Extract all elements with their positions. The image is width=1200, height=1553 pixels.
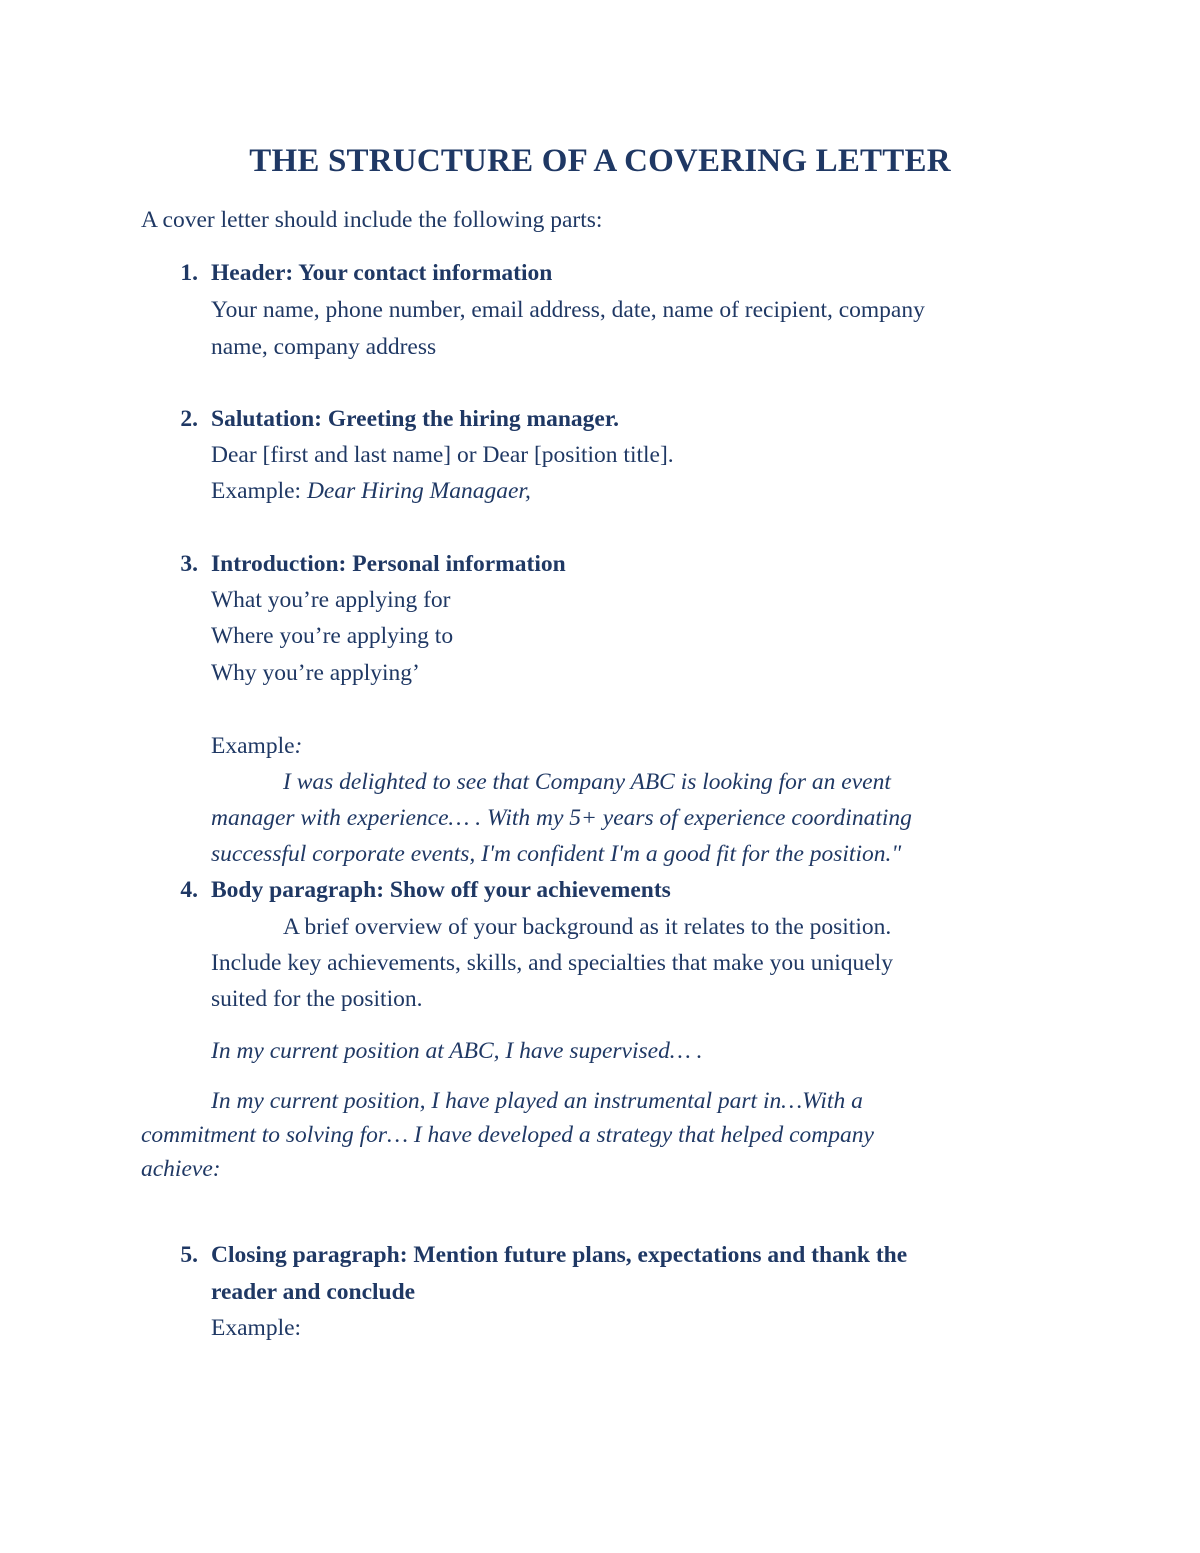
section-3-line-3: Why you’re applying’ xyxy=(211,660,420,686)
section-4-line-1: A brief overview of your background as it relates to the position. xyxy=(283,914,892,940)
section-2-example-text: Dear Hiring Managaer, xyxy=(306,478,531,504)
section-4-line-2: Include key achievements, skills, and specialties that make you uniquely xyxy=(211,950,893,976)
section-3-example-colon: : xyxy=(294,733,303,759)
section-3-example-line-3: successful corporate events, I'm confident I'm a good fit for the position." xyxy=(211,841,902,867)
intro-text: A cover letter should include the following parts: xyxy=(141,207,603,233)
section-5-example-label: Example: xyxy=(211,1315,302,1341)
section-4-heading: Body paragraph: Show off your achievements xyxy=(211,877,671,903)
section-3-line-2: Where you’re applying to xyxy=(211,623,454,649)
section-2-number: 2. xyxy=(180,406,198,432)
section-3-example-label xyxy=(211,731,302,761)
section-1-number: 1. xyxy=(180,260,198,286)
section-2-example-label: Example: xyxy=(211,478,307,504)
section-1-line-1: Your name, phone number, email address, date, name of recipient, company xyxy=(211,297,925,323)
section-3-example-word: Example xyxy=(211,733,295,759)
section-3-example-line-1: I was delighted to see that Company ABC is looking for an event xyxy=(283,769,891,795)
section-5-heading-line-1: Closing paragraph: Mention future plans, expectations and thank the xyxy=(211,1242,908,1268)
section-4-number: 4. xyxy=(180,877,198,903)
section-3-number: 3. xyxy=(180,551,198,577)
section-2-example xyxy=(211,476,531,506)
section-4-example-2-line-1: In my current position, I have played an instrumental part in…With a xyxy=(211,1088,863,1114)
section-1-heading: Header: Your contact information xyxy=(211,260,553,286)
section-2-heading: Salutation: Greeting the hiring manager. xyxy=(211,406,619,432)
section-4-example-2-line-3: achieve: xyxy=(141,1156,221,1182)
section-4-example-2-line-2: commitment to solving for… I have developed a strategy that helped company xyxy=(141,1122,874,1148)
section-4-line-3: suited for the position. xyxy=(211,986,423,1012)
section-3-line-1: What you’re applying for xyxy=(211,587,451,613)
section-5-number: 5. xyxy=(180,1242,198,1268)
section-4-example-1: In my current position at ABC, I have supervised… . xyxy=(211,1038,703,1064)
section-3-heading: Introduction: Personal information xyxy=(211,551,566,577)
section-2-line-1: Dear [first and last name] or Dear [position title]. xyxy=(211,442,674,468)
section-5-heading-line-2: reader and conclude xyxy=(211,1279,416,1305)
section-3-example-line-2: manager with experience… . With my 5+ years of experience coordinating xyxy=(211,805,912,831)
document-title: THE STRUCTURE OF A COVERING LETTER xyxy=(249,143,951,179)
section-1-line-2: name, company address xyxy=(211,334,437,360)
